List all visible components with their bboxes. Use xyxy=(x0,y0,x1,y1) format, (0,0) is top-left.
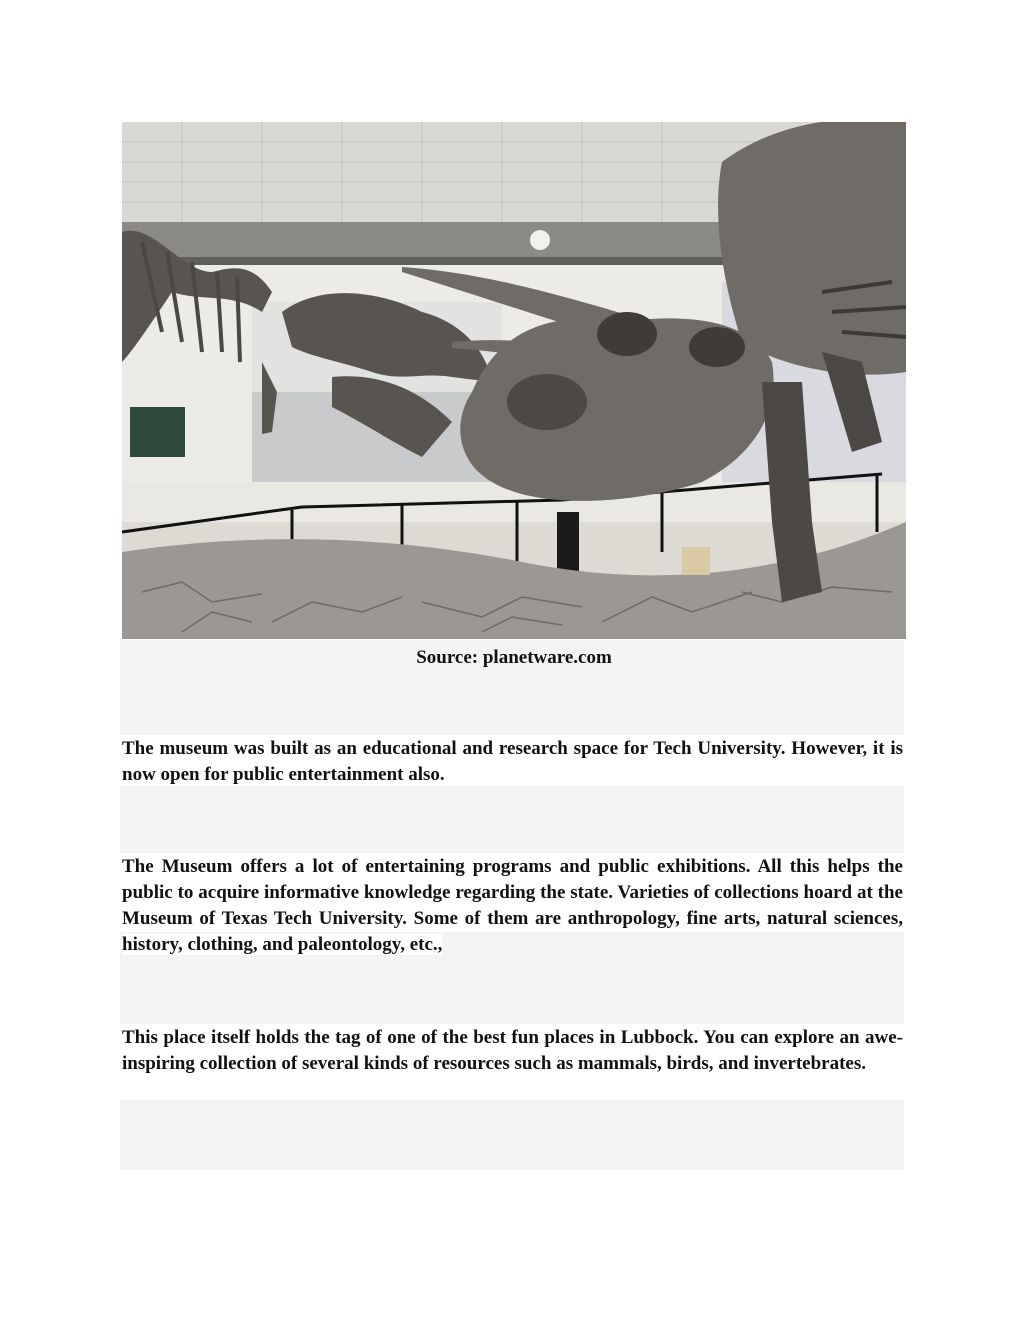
dinosaur-photo xyxy=(122,122,906,639)
paragraph-2 xyxy=(122,854,903,958)
paragraph-band-1 xyxy=(120,786,904,853)
paragraph-1-text: The museum was built as an educational and research space for Tech University. However, it is now open for public entertainment also. xyxy=(122,738,903,785)
paragraph-1 xyxy=(122,736,903,788)
paragraph-band-3 xyxy=(120,1100,904,1170)
paragraph-3 xyxy=(122,1025,903,1077)
figure-caption: Source: planetware.com xyxy=(416,647,612,668)
paragraph-2-text: The Museum offers a lot of entertaining programs and public exhibitions. All this helps the public to acquire informative knowledge regarding the state. Varieties of collections hoard at the Museum of Texas Tech University. Some of them are anthropology, fine arts, natural sciences, history, clothing, and paleontology, etc., xyxy=(122,856,903,955)
paragraph-3-text: This place itself holds the tag of one of the best fun places in Lubbock. You can explore an awe-inspiring collection of several kinds of resources such as mammals, birds, and invertebrates. xyxy=(122,1027,903,1074)
